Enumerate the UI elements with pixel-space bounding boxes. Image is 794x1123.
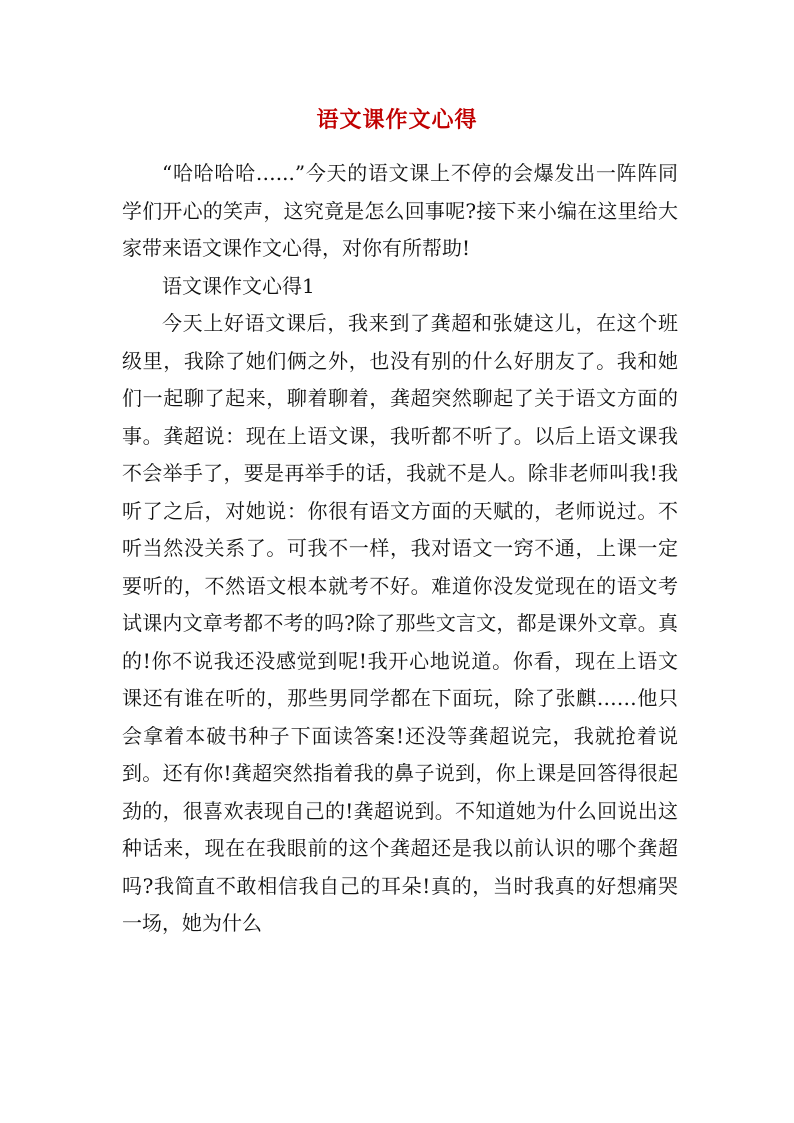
section-paragraph: 今天上好语文课后，我来到了龚超和张婕这儿，在这个班级里，我除了她们俩之外，也没有别的什么好朋友了。我和她们一起聊了起来，聊着聊着，龚超突然聊起了关于语文方面的事。龚超说：现在上语文课，我听都不听了。以后上语文课我不会举手了，要是再举手的话，我就不是人。除非老师叫我!我听了之后，对她说：你很有语文方面的天赋的，老师说过。不听当然没关系了。可我不一样，我对语文一窍不通，上课一定要听的，不然语文根本就考不好。难道你没发觉现在的语文考试课内文章考都不考的吗?除了那些文言文，都是课外文章。真的!你不说我还没感觉到呢!我开心地说道。你看，现在上语文课还有谁在听的，那些男同学都在下面玩，除了张麒……他只会拿着本破书种子下面读答案!还没等龚超说完，我就抢着说到。还有你!龚超突然指着我的鼻子说到，你上课是回答得很起劲的，很喜欢表现自己的!龚超说到。不知道她为什么回说出这种话来，现在在我眼前的这个龚超还是我以前认识的哪个龚超吗?我简直不敢相信我自己的耳朵!真的，当时我真的好想痛哭一场，她为什么 bbox=[122, 311, 678, 935]
document-title: 语文课作文心得 bbox=[316, 107, 478, 133]
section-heading: 语文课作文心得1 bbox=[162, 273, 315, 298]
intro-paragraph: “哈哈哈哈…...”今天的语文课上不停的会爆发出一阵阵同学们开心的笑声，这究竟是怎么回事呢?接下来小编在这里给大家带来语文课作文心得，对你有所帮助! bbox=[122, 161, 678, 260]
document-body bbox=[122, 155, 678, 943]
